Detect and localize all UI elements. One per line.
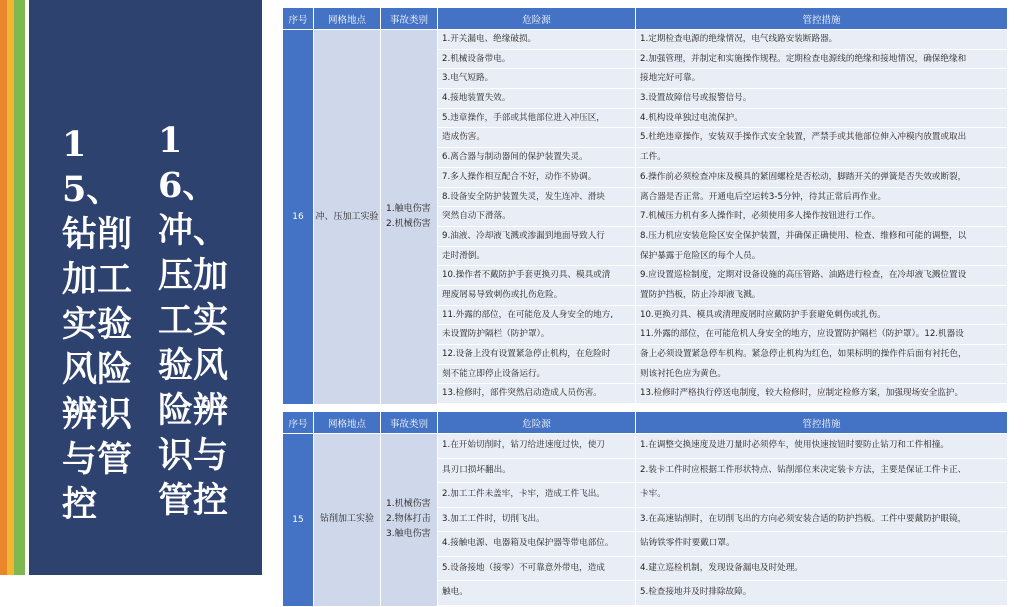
control-cell	[636, 30, 1008, 405]
header-location: 网格地点	[314, 412, 381, 434]
hazard-line: 12.设备上没有设置紧急停止机构，在危险时	[438, 345, 635, 365]
hazard-line: 7.多人操作相互配合不好，动作不协调。	[438, 168, 635, 188]
control-line: 9.应设置巡检制度，定期对设备设施的高压管路、油路进行检查，在冷却液飞溅位置设	[636, 266, 1007, 286]
hazard-line: 突然自动下滑落。	[438, 207, 635, 227]
control-line: 5.杜绝违章操作，安装双手操作式安全装置，严禁手或其他部位伸入冲模内放置或取出	[636, 128, 1007, 148]
yellow-stripe	[7, 0, 14, 575]
header-control: 管控措施	[636, 8, 1008, 30]
hazard-line: 理废屑易导致刺伤或扎伤危险。	[438, 286, 635, 306]
hazard-line: 5.设备接地（接零）不可靠意外带电，造成	[438, 557, 635, 582]
control-line: 工件。	[636, 148, 1007, 168]
control-line: 7.机械压力机有多人操作时，必须使用多人操作按钮进行工作。	[636, 207, 1007, 227]
table-header-row	[283, 8, 1008, 30]
header-accident-type: 事故类别	[381, 8, 438, 30]
hazard-line: 11.外露的部位，在可能危及人身安全的地方,	[438, 306, 635, 326]
control-line: 3.设置故障信号或报警信号。	[636, 89, 1007, 109]
control-cell	[636, 434, 1008, 607]
control-line: 4.建立巡检机制，发现设备漏电及时处理。	[636, 557, 1007, 582]
header-location: 网格地点	[314, 8, 381, 30]
seq-cell: 15	[283, 434, 314, 607]
control-line: 4.机构设单独过电流保护。	[636, 109, 1007, 129]
location-cell: 冲、压加工实验	[314, 30, 381, 405]
control-line: 备上必须设置紧急停车机构。紧急停止机构为红色，如果标明的操作件后面有衬托色，	[636, 345, 1007, 365]
risk-table-15	[282, 411, 1008, 607]
control-line: 2.装卡工件时应根据工件形状特点、钻削部位来决定装卡方法，主要是保证工件卡正、	[636, 459, 1007, 484]
hazard-line: 未设置防护隔栏（防护罩）。	[438, 325, 635, 345]
hazard-line: 1.开关漏电、绝缘破损。	[438, 30, 635, 50]
location-cell: 钻削加工实验	[314, 434, 381, 607]
table-row	[283, 434, 1008, 607]
orange-stripe	[0, 0, 7, 575]
control-line: 10.更换刃具、模具或清理废屑时应戴防护手套避免刺伤或扎伤。	[636, 306, 1007, 326]
hazard-line: 6.离合器与制动器间的保护装置失灵。	[438, 148, 635, 168]
accident-type-cell: 1.机械伤害 2.物体打击 3.触电伤害	[381, 434, 438, 607]
control-line: 保护暴露于危险区的每个人员。	[636, 247, 1007, 267]
hazard-line: 1.在开始切削时，钻刀给进速度过快，使刀	[438, 434, 635, 459]
hazard-line: 2.机械设备带电。	[438, 50, 635, 70]
header-accident-type: 事故类别	[381, 412, 438, 434]
hazard-line: 9.油液、冷却液飞溅或渗漏到地面导致人行	[438, 227, 635, 247]
hazard-line: 3.电气短路。	[438, 69, 635, 89]
green-stripe	[14, 0, 25, 575]
hazard-line: 4.接触电源、电器箱及电保护器等带电部位。	[438, 532, 635, 557]
title-stamping: 16、冲、压加工实验风险辨识与管控	[158, 120, 229, 521]
hazard-line: 走时滑倒。	[438, 247, 635, 267]
title-drilling: 15、钻削加工实验风险辨识与管控	[62, 124, 133, 525]
header-seq: 序号	[283, 412, 314, 434]
hazard-line: 2.加工工件未盖牢，卡牢，造成工件飞出。	[438, 483, 635, 508]
control-line: 8.压力机应安装危险区安全保护装置，并确保正确使用、检查、维修和可能的调整，以	[636, 227, 1007, 247]
hazard-line: 10.操作者不戴防护手套更换刃具、模具或清	[438, 266, 635, 286]
control-line: 13.检修时严格执行停送电制度，较大检修时，应制定检修方案，加强现场安全监护。	[636, 384, 1007, 404]
control-line: 3.在高速钻削时，在切削飞出的方向必须安装合适的防护挡板。工件中要戴防护眼镜，	[636, 508, 1007, 533]
hazard-line: 13.检修时，部件突然启动造成人员伤害。	[438, 384, 635, 404]
hazard-line: 刻不能立即停止设备运行。	[438, 365, 635, 385]
control-line: 5.检查接地并及时排除故障。	[636, 581, 1007, 606]
table-row	[283, 30, 1008, 405]
header-control: 管控措施	[636, 412, 1008, 434]
control-line: 则该衬托色应为黄色。	[636, 365, 1007, 385]
hazard-line: 造成伤害。	[438, 128, 635, 148]
accident-type-cell: 1.触电伤害 2.机械伤害	[381, 30, 438, 405]
seq-cell: 16	[283, 30, 314, 405]
control-line: 离合器是否正常。开通电后空运转3-5分钟，待其正常后再作业。	[636, 188, 1007, 208]
table-header-row	[283, 412, 1008, 434]
control-line: 置防护挡板，防止冷却液飞溅。	[636, 286, 1007, 306]
hazard-cell	[438, 434, 636, 607]
hazard-line: 4.接地装置失效。	[438, 89, 635, 109]
hazard-line: 3.加工工件时，切削飞出。	[438, 508, 635, 533]
control-line: 钻铸铁零件时要戴口罩。	[636, 532, 1007, 557]
risk-table-16	[282, 7, 1008, 405]
control-line: 接地完好可靠。	[636, 69, 1007, 89]
hazard-cell	[438, 30, 636, 405]
hazard-line: 具刃口损坏翻出。	[438, 459, 635, 484]
control-line: 1.在调整交换速度及进刀量时必须停车，使用快速按钮时要防止钻刀和工件相撞。	[636, 434, 1007, 459]
control-line: 1.定期检查电源的绝缘情况，电气线路安装断路器。	[636, 30, 1007, 50]
header-seq: 序号	[283, 8, 314, 30]
hazard-line: 5.违章操作，手部或其他部位进入冲压区，	[438, 109, 635, 129]
control-line: 2.加强管理，并制定和实施操作规程。定期检查电源线的绝缘和接地情况，确保绝缘和	[636, 50, 1007, 70]
header-hazard: 危险源	[438, 412, 636, 434]
control-line: 6.操作前必须检查冲床及模具的紧固螺栓是否松动，脚踏开关的弹簧是否失效或断裂，	[636, 168, 1007, 188]
hazard-line: 8.设备安全防护装置失灵，发生连冲、滑块	[438, 188, 635, 208]
hazard-line: 触电。	[438, 581, 635, 606]
header-hazard: 危险源	[438, 8, 636, 30]
control-line: 卡牢。	[636, 483, 1007, 508]
control-line: 11.外露的部位，在可能危机人身安全的地方，应设置防护隔栏（防护罩）。12.机器设	[636, 325, 1007, 345]
